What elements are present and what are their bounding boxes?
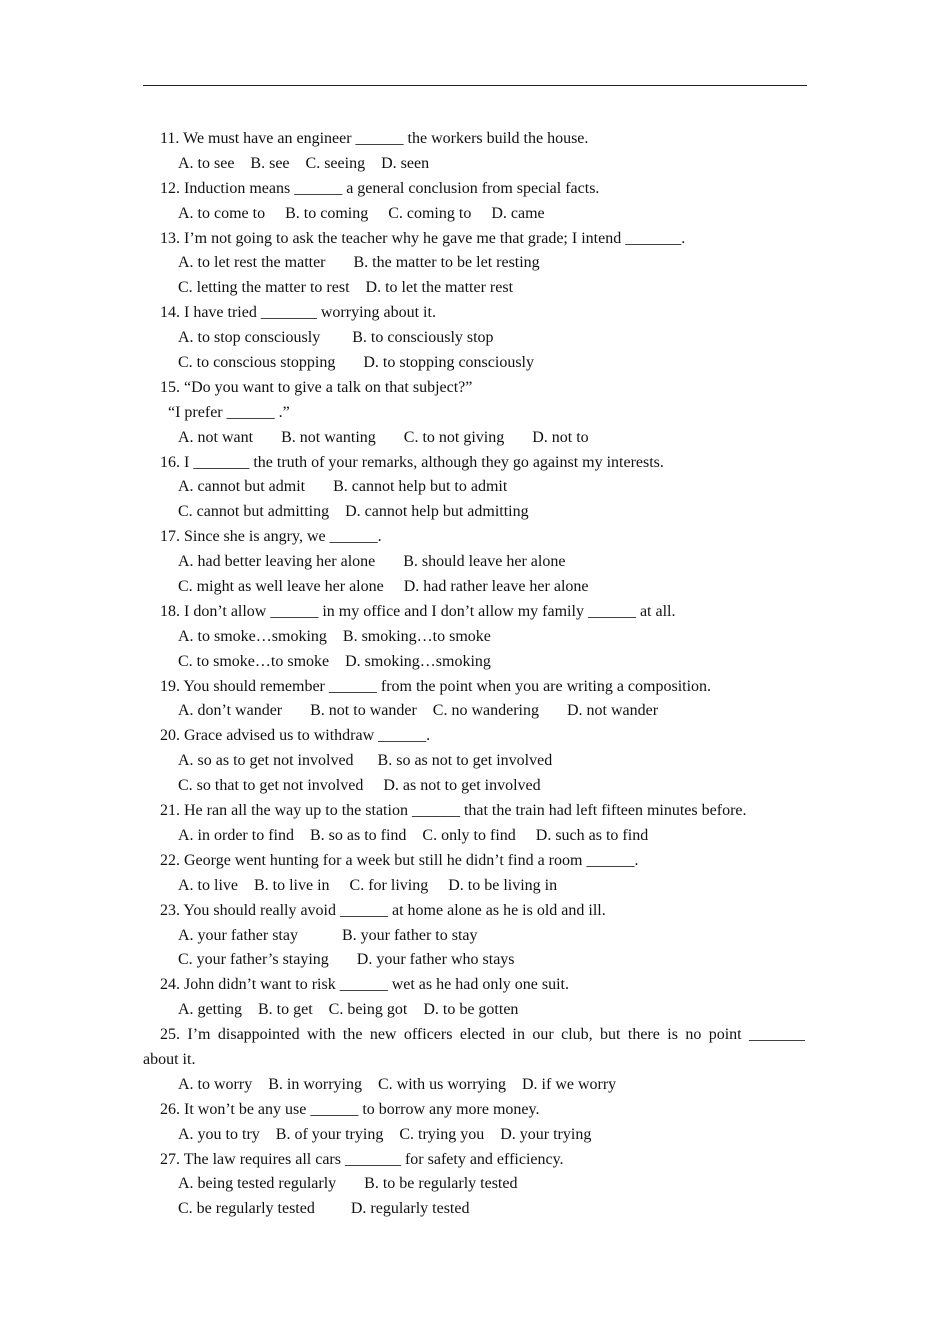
options-line: A. not want B. not wanting C. to not giving D. not to [178,428,589,446]
options-line: A. to stop consciously B. to consciously stop [178,329,494,347]
question-line: 15. “Do you want to give a talk on that subject?” [160,378,473,396]
options-line: A. cannot but admit B. cannot help but to admit [178,478,508,496]
question-line: 18. I don’t allow ______ in my office and I don’t allow my family ______ at all. [160,602,676,620]
question-continuation: about it. [143,1050,196,1068]
question-line: 17. Since she is angry, we ______. [160,528,382,546]
options-line: C. so that to get not involved D. as not to get involved [178,777,541,795]
options-line: C. to smoke…to smoke D. smoking…smoking [178,652,491,670]
question-line: 20. Grace advised us to withdraw ______. [160,727,431,745]
question-line: 23. You should really avoid ______ at home alone as he is old and ill. [160,901,606,919]
question-line: 13. I’m not going to ask the teacher why he gave me that grade; I intend _______. [160,229,686,247]
question-line: 12. Induction means ______ a general conclusion from special facts. [160,179,600,197]
header-rule [143,85,807,86]
question-line: 11. We must have an engineer ______ the workers build the house. [160,130,589,147]
options-line: A. being tested regularly B. to be regularly tested [178,1175,518,1193]
options-line: A. to worry B. in worrying C. with us worrying D. if we worry [178,1075,617,1093]
options-line: A. had better leaving her alone B. should leave her alone [178,553,566,571]
question-line: 22. George went hunting for a week but still he didn’t find a room ______. [160,851,639,869]
options-line: A. getting B. to get C. being got D. to be gotten [178,1001,519,1019]
options-line: A. to let rest the matter B. the matter to be let resting [178,254,540,272]
options-line: A. you to try B. of your trying C. trying you D. your trying [178,1125,592,1143]
question-line: 19. You should remember ______ from the point when you are writing a composition. [160,677,712,695]
question-line: 14. I have tried _______ worrying about it. [160,304,436,322]
options-line: C. to conscious stopping D. to stopping consciously [178,354,534,372]
question-line: 24. John didn’t want to risk ______ wet as he had only one suit. [160,976,569,994]
question-line: 16. I _______ the truth of your remarks, although they go against my interests. [160,453,664,471]
exercise-body [143,127,805,1222]
options-line: C. be regularly tested D. regularly tested [178,1200,470,1218]
options-line: C. cannot but admitting D. cannot help but admitting [178,503,529,521]
options-line: A. to smoke…smoking B. smoking…to smoke [178,627,491,645]
question-line: 25. I’m disappointed with the new officers elected in our club, but there is no point _______ [160,1026,805,1044]
options-line: A. to live B. to live in C. for living D. to be living in [178,876,558,894]
options-line: A. your father stay B. your father to stay [178,926,478,944]
question-line: 26. It won’t be any use ______ to borrow any more money. [160,1100,540,1118]
options-line: C. letting the matter to rest D. to let the matter rest [178,279,514,297]
question-line: “I prefer ______ .” [160,403,290,421]
options-line: A. in order to find B. so as to find C. only to find D. such as to find [178,826,649,844]
options-line: A. to see B. see C. seeing D. seen [178,154,430,172]
options-line: A. so as to get not involved B. so as not to get involved [178,752,553,770]
options-line: A. to come to B. to coming C. coming to D. came [178,204,545,222]
options-line: A. don’t wander B. not to wander C. no wandering D. not wander [178,702,659,720]
options-line: C. might as well leave her alone D. had rather leave her alone [178,578,589,596]
options-line: C. your father’s staying D. your father who stays [178,951,515,969]
question-line: 27. The law requires all cars _______ for safety and efficiency. [160,1150,564,1168]
question-line: 21. He ran all the way up to the station ______ that the train had left fifteen minutes before. [160,802,747,820]
